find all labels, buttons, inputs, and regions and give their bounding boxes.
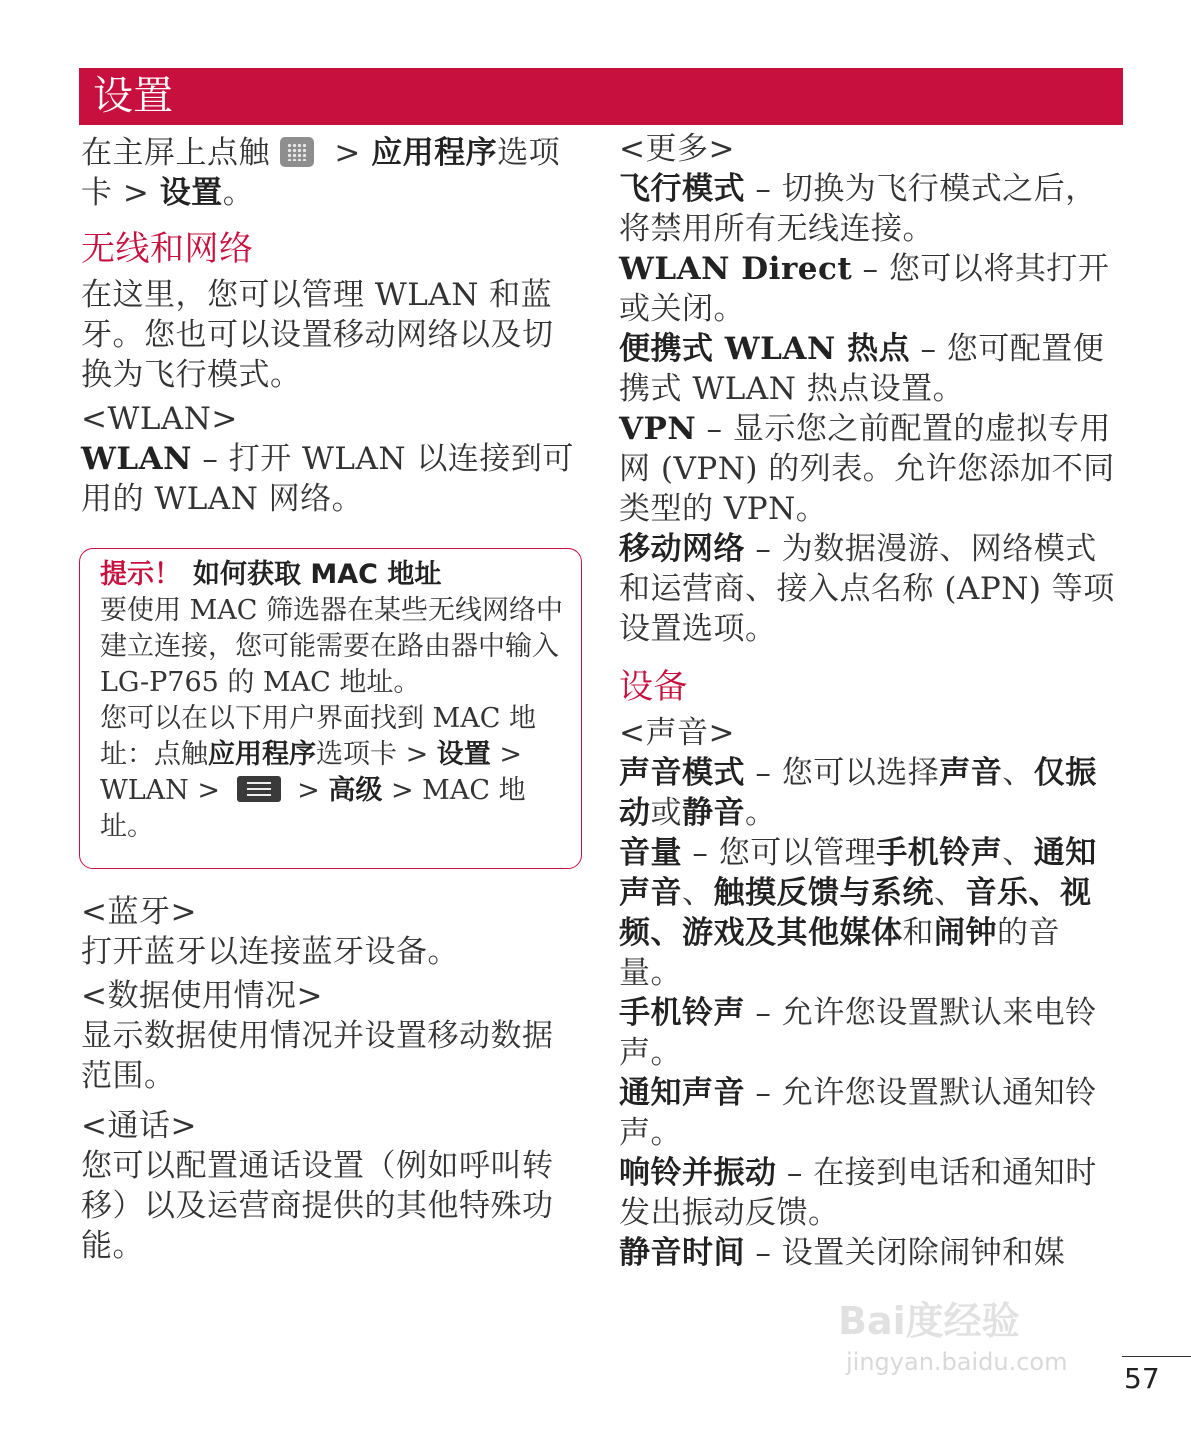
more-item [619,529,1119,649]
wlan-desc: – 打开 WLAN 以连接到可用的 WLAN 网络。 [81,441,574,517]
volume-term: 音量 [619,835,682,871]
device-item [619,1233,1119,1273]
device-term: 通知声音 [619,1075,745,1111]
tip-p2-apps: 应用程序 [208,739,316,770]
tip-p2-mac: > MAC 地址 [100,775,526,842]
left-column [81,133,576,519]
volume-d: 通知声音 [619,835,1097,911]
device-desc: – 允许您设置默认通知铃声。 [619,1075,1097,1151]
intro-settings: 设置 [159,175,223,211]
sound-mode-e: 或 [650,795,682,831]
page-number-rule [1122,1356,1191,1357]
sound-mode-item [619,753,1119,833]
more-item [619,329,1119,409]
more-desc: – 为数据漫游、网络模式和运营商、接入点名称 (APN) 等项设置选项。 [619,531,1115,647]
volume-j: 闹钟 [934,915,997,951]
more-item [619,169,1119,249]
tip-p2-wlan: > WLAN > [100,739,523,806]
tip-paragraph-2 [100,701,563,845]
data-usage-text: 显示数据使用情况并设置移动数据范围。 [81,1018,554,1094]
baidu-watermark-logo: Bai度经验 [838,1299,1020,1343]
device-item [619,993,1119,1073]
more-desc: – 您可配置便携式 WLAN 热点设置。 [619,331,1105,407]
wlan-term: WLAN [81,441,192,477]
device-item [619,1153,1119,1233]
more-desc: – 显示您之前配置的虚拟专用网 (VPN) 的列表。允许您添加不同类型的 VPN。 [619,411,1115,527]
volume-a: – 您可以管理 [682,835,877,871]
bluetooth-text: 打开蓝牙以连接蓝牙设备。 [81,934,459,970]
sound-mode-a: – 您可以选择 [745,755,940,791]
device-term: 静音时间 [619,1235,745,1271]
left-column-lower [81,892,576,1266]
data-usage-subheading: <数据使用情况> [81,978,323,1014]
wlan-subheading: <WLAN> [81,401,238,437]
right-column [619,129,1119,1273]
sound-mode-g: 。 [745,795,777,831]
sound-subheading: <声音> [619,715,735,751]
menu-icon [237,776,281,802]
more-term: VPN [619,411,697,447]
device-term: 响铃并振动 [619,1155,777,1191]
calls-subheading: <通话> [81,1108,197,1144]
device-desc: – 在接到电话和通知时发出振动反馈。 [619,1155,1097,1231]
apps-icon [280,137,314,167]
volume-h: 音乐、视频、游戏及其他媒体 [619,875,1092,951]
volume-e: 、 [682,875,714,911]
wireless-heading: 无线和网络 [81,229,254,269]
sound-mode-term: 声音模式 [619,755,745,791]
device-desc: – 设置关闭除闹钟和媒 [745,1235,1066,1271]
volume-g: 、 [934,875,966,911]
volume-k: 的音量。 [619,915,1060,991]
tip-paragraph-1: 要使用 MAC 筛选器在某些无线网络中建立连接，您可能需要在路由器中输入 LG-P765 的 MAC 地址。 [100,595,563,698]
more-item [619,249,1119,329]
intro-text: 在主屏上点触 [81,135,270,171]
calls-text: 您可以配置通话设置（例如呼叫转移）以及运营商提供的其他特殊功能。 [81,1148,554,1264]
tip-box [79,548,582,869]
wlan-item [81,439,576,519]
tip-p2-sep: > [288,775,329,806]
tip-title: 如何获取 MAC 地址 [193,559,442,590]
volume-b: 手机铃声 [876,835,1003,871]
sound-mode-c: 、 [1002,755,1034,791]
volume-i: 和 [902,915,934,951]
tip-p2-tab: 选项卡 > [316,739,437,770]
sound-mode-d: 仅振动 [619,755,1097,831]
more-term: 便携式 WLAN 热点 [619,331,911,367]
intro-apps: 应用程序 [371,135,498,171]
more-desc: – 切换为飞行模式之后，将禁用所有无线连接。 [619,171,1097,247]
device-heading: 设备 [619,667,688,707]
tip-p2-a: 您可以在以下用户界面找到 MAC 地址：点触 [100,703,536,770]
wireless-text: 在这里，您可以管理 WLAN 和蓝牙。您也可以设置移动网络以及切换为飞行模式。 [81,277,554,393]
more-subheading: <更多> [619,131,735,167]
more-term: WLAN Direct [619,251,853,287]
title-banner [79,68,1123,125]
device-item [619,1073,1119,1153]
more-term: 移动网络 [619,531,745,567]
sound-mode-f: 静音 [682,795,745,831]
volume-item [619,833,1119,993]
tip-p2-settings: 设置 [436,739,491,770]
tip-p2-end: 。 [127,811,154,842]
intro-paragraph [81,133,576,213]
intro-end: 。 [222,175,255,211]
intro-sep: > [324,135,372,171]
tip-p2-advanced: 高级 [328,775,383,806]
tip-label: 提示！ [100,559,181,590]
bluetooth-subheading: <蓝牙> [81,894,197,930]
more-item [619,409,1119,529]
baidu-watermark-url: jingyan.baidu.com [846,1348,1068,1376]
more-desc: – 您可以将其打开或关闭。 [619,251,1110,327]
device-desc: – 允许您设置默认来电铃声。 [619,995,1097,1071]
device-term: 手机铃声 [619,995,745,1031]
volume-c: 、 [1002,835,1034,871]
intro-tab: 选项卡 > [81,135,561,211]
page-number: 57 [1124,1362,1160,1395]
tip-header [100,557,563,593]
volume-f: 触摸反馈与系统 [713,875,934,911]
more-term: 飞行模式 [619,171,745,207]
sound-mode-b: 声音 [939,755,1003,791]
page-title: 设置 [93,73,173,119]
